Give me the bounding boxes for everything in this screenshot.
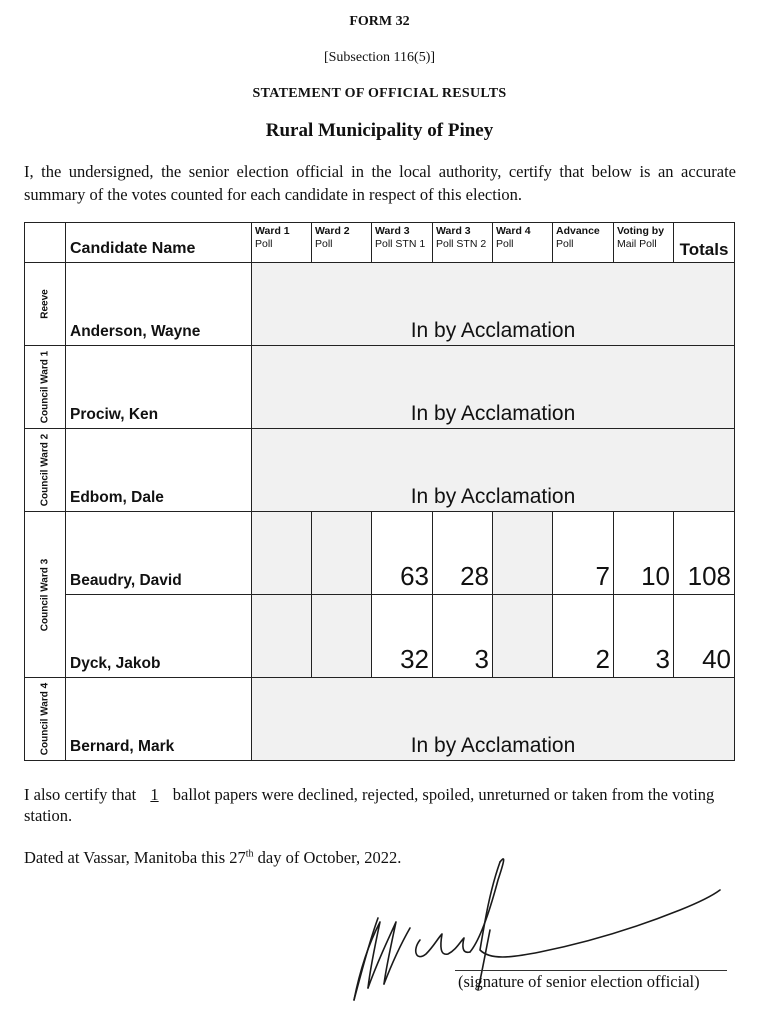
vote-advance: 7 (553, 512, 614, 595)
vote-ward3-stn2: 3 (433, 595, 493, 678)
table-row (25, 346, 735, 429)
header-office-cell (25, 223, 66, 263)
statement-title: STATEMENT OF OFFICIAL RESULTS (252, 86, 507, 101)
office-cell-ward4 (25, 678, 66, 761)
office-label: Council Ward 2 (39, 433, 51, 507)
header-ward3-stn2: Ward 3 Poll STN 2 (433, 223, 493, 263)
office-label: Reeve (39, 289, 51, 319)
header-candidate-name: Candidate Name (66, 223, 252, 263)
certification-paragraph: I, the undersigned, the senior election official in the local authority, certify that below is an accurate summary of the votes counted for each candidate in respect of this election. (24, 162, 736, 204)
header-row (25, 223, 735, 263)
table-row (25, 429, 735, 512)
municipality-title: Rural Municipality of Piney (265, 120, 494, 141)
vote-ward2 (312, 595, 372, 678)
office-label: Council Ward 4 (39, 682, 51, 756)
vote-ward3-stn1: 32 (372, 595, 433, 678)
candidate-name: Anderson, Wayne (66, 263, 252, 346)
vote-mail: 3 (614, 595, 674, 678)
vote-advance: 2 (553, 595, 614, 678)
office-cell-ward2 (25, 429, 66, 512)
vote-ward1 (252, 595, 312, 678)
signature-caption: (signature of senior election official) (458, 972, 700, 991)
dated-line: Dated at Vassar, Manitoba this 27th day of October, 2022. (24, 848, 402, 867)
table-row (25, 512, 735, 595)
header-ward2-poll: Ward 2 Poll (312, 223, 372, 263)
header-totals: Totals (674, 223, 735, 263)
candidate-name: Beaudry, David (66, 512, 252, 595)
vote-total: 40 (674, 595, 735, 678)
acclamation-cell: In by Acclamation (252, 429, 735, 512)
form-number: FORM 32 (349, 14, 410, 29)
table-row (25, 263, 735, 346)
office-label: Council Ward 1 (39, 350, 51, 424)
office-label: Council Ward 3 (39, 558, 51, 631)
office-cell-ward3 (25, 512, 66, 678)
vote-total: 108 (674, 512, 735, 595)
table-row (25, 595, 735, 678)
vote-ward2 (312, 512, 372, 595)
signature-line (455, 970, 727, 971)
vote-ward1 (252, 512, 312, 595)
acclamation-cell: In by Acclamation (252, 263, 735, 346)
vote-ward4 (493, 512, 553, 595)
vote-ward3-stn1: 63 (372, 512, 433, 595)
header-mail-poll: Voting by Mail Poll (614, 223, 674, 263)
candidate-name: Prociw, Ken (66, 346, 252, 429)
declined-ballots-statement: I also certify that 1 ballot papers were declined, rejected, spoiled, unreturned or taken from the voting station. (24, 785, 715, 825)
results-table (24, 222, 735, 761)
candidate-name: Bernard, Mark (66, 678, 252, 761)
declined-count: 1 (150, 785, 159, 804)
vote-mail: 10 (614, 512, 674, 595)
header-ward4-poll: Ward 4 Poll (493, 223, 553, 263)
acclamation-cell: In by Acclamation (252, 346, 735, 429)
header-advance-poll: Advance Poll (553, 223, 614, 263)
candidate-name: Edbom, Dale (66, 429, 252, 512)
table-row (25, 678, 735, 761)
candidate-name: Dyck, Jakob (66, 595, 252, 678)
office-cell-reeve (25, 263, 66, 346)
subsection-reference: [Subsection 116(5)] (323, 50, 436, 65)
vote-ward3-stn2: 28 (433, 512, 493, 595)
header-ward3-stn1: Ward 3 Poll STN 1 (372, 223, 433, 263)
vote-ward4 (493, 595, 553, 678)
acclamation-cell: In by Acclamation (252, 678, 735, 761)
office-cell-ward1 (25, 346, 66, 429)
header-ward1-poll: Ward 1 Poll (252, 223, 312, 263)
